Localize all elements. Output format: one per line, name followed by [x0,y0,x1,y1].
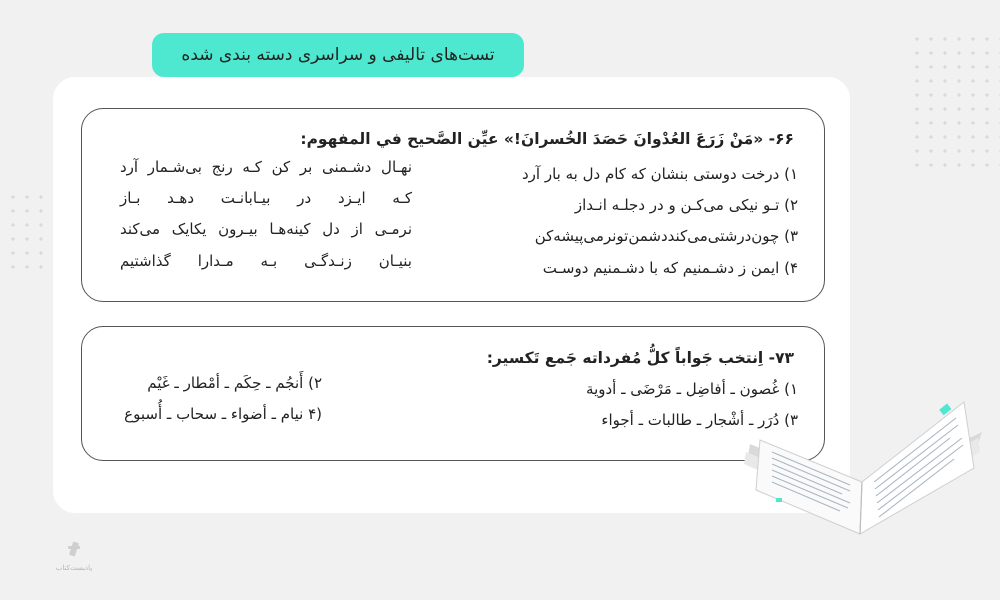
q66-option-1: ۱) درخت دوستی بنشان که کام دل به بار آرد [522,165,798,183]
dot-pattern-left [6,190,56,270]
question-73-title: ۷۳- اِنتخب جَواباً كلُّ مُفرداته جَمع تَكسير: [486,349,794,367]
dot-pattern-right [910,32,1000,172]
brand-logo-icon [66,540,82,562]
q73-option-1: ۱) غُصون ـ أفاضِل ـ مَرْضَى ـ أدوية [586,380,798,398]
q73-option-2: ۲) أَنجُم ـ حِكَم ـ أمْطار ـ غَيْم [147,374,322,392]
badge-title: تست‌های تالیفی و سراسری دسته بندی شده [181,45,495,65]
question-73-box [81,326,825,461]
q66-poem-2: کـه ایـزد در بیـابانـت دهـد بـاز [120,189,412,207]
q66-poem-3: نرمـی از دل کینه‌هـا بیـرون یکایک می‌کند [120,220,412,238]
q66-option-3: ۳) چون‌درشتی‌می‌کنددشمن‌تونرمی‌پیشه‌کن [534,227,798,245]
open-book-icon [742,382,987,542]
brand-logo-text: پادبست‌کتاب [55,564,93,572]
q66-option-4: ۴) ایمن ز دشـمنیم که با دشـمنیم دوسـت [542,259,798,277]
header-badge [152,33,524,77]
question-66-box [81,108,825,302]
q73-option-3: ۳) دُرَر ـ أشْجار ـ طالبات ـ أجواء [601,411,798,429]
q73-option-4: (۴ نيام ـ أضواء ـ سحاب ـ أُسبوع [124,405,322,423]
q66-poem-1: نهـال دشـمنی بر کن کـه رنج بی‌شـمار آرد [120,158,412,176]
q66-poem-4: بنیـان زنـدگـی بـه مـدارا گذاشتیم [120,252,412,270]
brand-logo [54,540,94,576]
q66-option-2: ۲) تـو نیکی می‌کـن و در دجلـه انـداز [574,196,798,214]
question-66-title: ۶۶- «مَنْ زَرَعَ العُدْوانَ حَصَدَ الخُسرانَ!» عيِّن الصَّحيح في المفهوم: [300,130,794,148]
